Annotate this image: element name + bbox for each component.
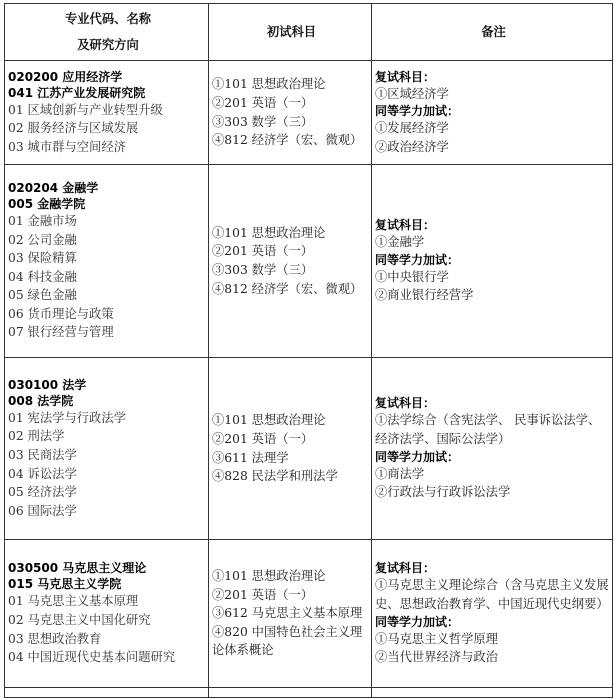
exam-item: ③611 法理学 — [212, 450, 289, 465]
exam-item: ②201 英语（一） — [212, 95, 314, 110]
school-name: 041 江苏产业发展研究院 — [8, 85, 146, 100]
direction-item: 06 国际法学 — [8, 503, 77, 518]
direction-item: 02 公司金融 — [8, 232, 77, 247]
table-row — [5, 61, 613, 165]
exam-item: ④828 民法学和刑法学 — [212, 469, 338, 484]
exam-cell — [209, 165, 372, 358]
direction-item: 04 科技金融 — [8, 269, 77, 284]
direction-item: 03 民商法学 — [8, 447, 77, 462]
admissions-table — [4, 3, 613, 698]
header-major-line2: 及研究方向 — [77, 38, 139, 52]
exam-item: ④820 中国特色社会主义理论体系概论 — [212, 624, 363, 658]
school-name: 015 马克思主义学院 — [8, 577, 122, 592]
exam-item: ③612 马克思主义基本原理 — [212, 606, 363, 621]
direction-item: 01 金融市场 — [8, 213, 77, 228]
exam-item: ①101 思想政治理论 — [212, 413, 326, 428]
direction-item: 04 诉讼法学 — [8, 466, 77, 481]
table-row — [5, 165, 613, 358]
direction-item: 01 宪法学与行政法学 — [8, 410, 126, 425]
retest-item: ①马克思主义理论综合（含马克思主义发展史、思想政治教育学、中国近现代史纲要） — [375, 578, 609, 611]
header-major-line1: 专业代码、名称 — [64, 12, 152, 26]
exam-item: ④812 经济学（宏、微观） — [212, 133, 363, 148]
exam-item: ③303 数学（三） — [212, 263, 314, 277]
major-cell — [5, 540, 209, 688]
major-code-name: 020200 应用经济学 — [8, 69, 123, 84]
header-notes: 备注 — [372, 4, 613, 61]
exam-item: ②201 英语（一） — [212, 244, 314, 259]
retest-label: 复试科目： — [375, 561, 436, 576]
major-code-name: 030500 马克思主义理论 — [8, 561, 147, 576]
notes-cell — [372, 358, 613, 540]
extra-item: ①中央银行学 — [375, 269, 449, 284]
extra-item: ②商业银行经营学 — [375, 288, 474, 303]
direction-item: 07 银行经营与管理 — [8, 325, 114, 340]
table-row — [5, 540, 613, 688]
retest-item: ①法学综合（含宪法学、 民事诉讼法学、经济法学、国际公法学） — [375, 413, 601, 446]
exam-item: ①101 思想政治理论 — [212, 569, 326, 584]
extra-label: 同等学力加试： — [375, 614, 460, 629]
major-cell — [5, 61, 209, 165]
school-name: 005 金融学院 — [8, 196, 86, 211]
exam-cell — [209, 61, 372, 165]
retest-item: ①区域经济学 — [375, 86, 449, 101]
retest-item: ①金融学 — [375, 235, 425, 250]
exam-item: ②201 英语（一） — [212, 431, 314, 446]
direction-item: 01 区域创新与产业转型升级 — [8, 102, 163, 117]
direction-item: 02 服务经济与区域发展 — [8, 121, 139, 136]
major-code-name: 030100 法学 — [8, 377, 87, 392]
notes-cell — [372, 61, 613, 165]
exam-item: ①101 思想政治理论 — [212, 225, 326, 240]
extra-item: ②当代世界经济与政治 — [375, 650, 498, 665]
extra-item: ①发展经济学 — [375, 121, 449, 136]
school-name: 008 法学院 — [8, 393, 74, 408]
extra-item: ①商法学 — [375, 466, 425, 481]
direction-item: 06 货币理论与政策 — [8, 306, 114, 321]
major-cell — [5, 358, 209, 540]
extra-label: 同等学力加试： — [375, 449, 460, 464]
direction-item: 03 城市群与空间经济 — [8, 139, 126, 154]
notes-cell — [372, 165, 613, 358]
extra-item: ①马克思主义哲学原理 — [375, 631, 498, 646]
direction-item: 03 保险精算 — [8, 251, 77, 266]
direction-item: 02 刑法学 — [8, 429, 65, 444]
extra-item: ②政治经济学 — [375, 139, 449, 154]
direction-item: 05 绿色金融 — [8, 288, 77, 303]
notes-cell — [372, 540, 613, 688]
extra-label: 同等学力加试： — [375, 252, 460, 267]
table-header-row — [5, 4, 613, 61]
extra-item: ②行政法与行政诉讼法学 — [375, 485, 511, 500]
direction-item: 02 马克思主义中国化研究 — [8, 612, 151, 627]
exam-item: ③303 数学（三） — [212, 114, 314, 129]
major-code-name: 020204 金融学 — [8, 180, 99, 195]
exam-item: ②201 英语（一） — [212, 587, 314, 602]
header-major — [5, 4, 209, 61]
exam-cell — [209, 358, 372, 540]
extra-label: 同等学力加试： — [375, 104, 460, 119]
direction-item: 01 马克思主义基本原理 — [8, 594, 139, 609]
major-cell — [5, 165, 209, 358]
table-row — [5, 358, 613, 540]
retest-label: 复试科目： — [375, 218, 436, 233]
exam-cell — [209, 540, 372, 688]
direction-item: 04 中国近现代史基本问题研究 — [8, 650, 176, 665]
direction-item: 03 思想政治教育 — [8, 631, 102, 646]
header-exams: 初试科目 — [209, 4, 372, 61]
exam-item: ①101 思想政治理论 — [212, 77, 326, 92]
retest-label: 复试科目： — [375, 69, 436, 84]
exam-item: ④812 经济学（宏、微观） — [212, 281, 363, 296]
retest-label: 复试科目： — [375, 396, 436, 411]
direction-item: 05 经济法学 — [8, 485, 77, 500]
